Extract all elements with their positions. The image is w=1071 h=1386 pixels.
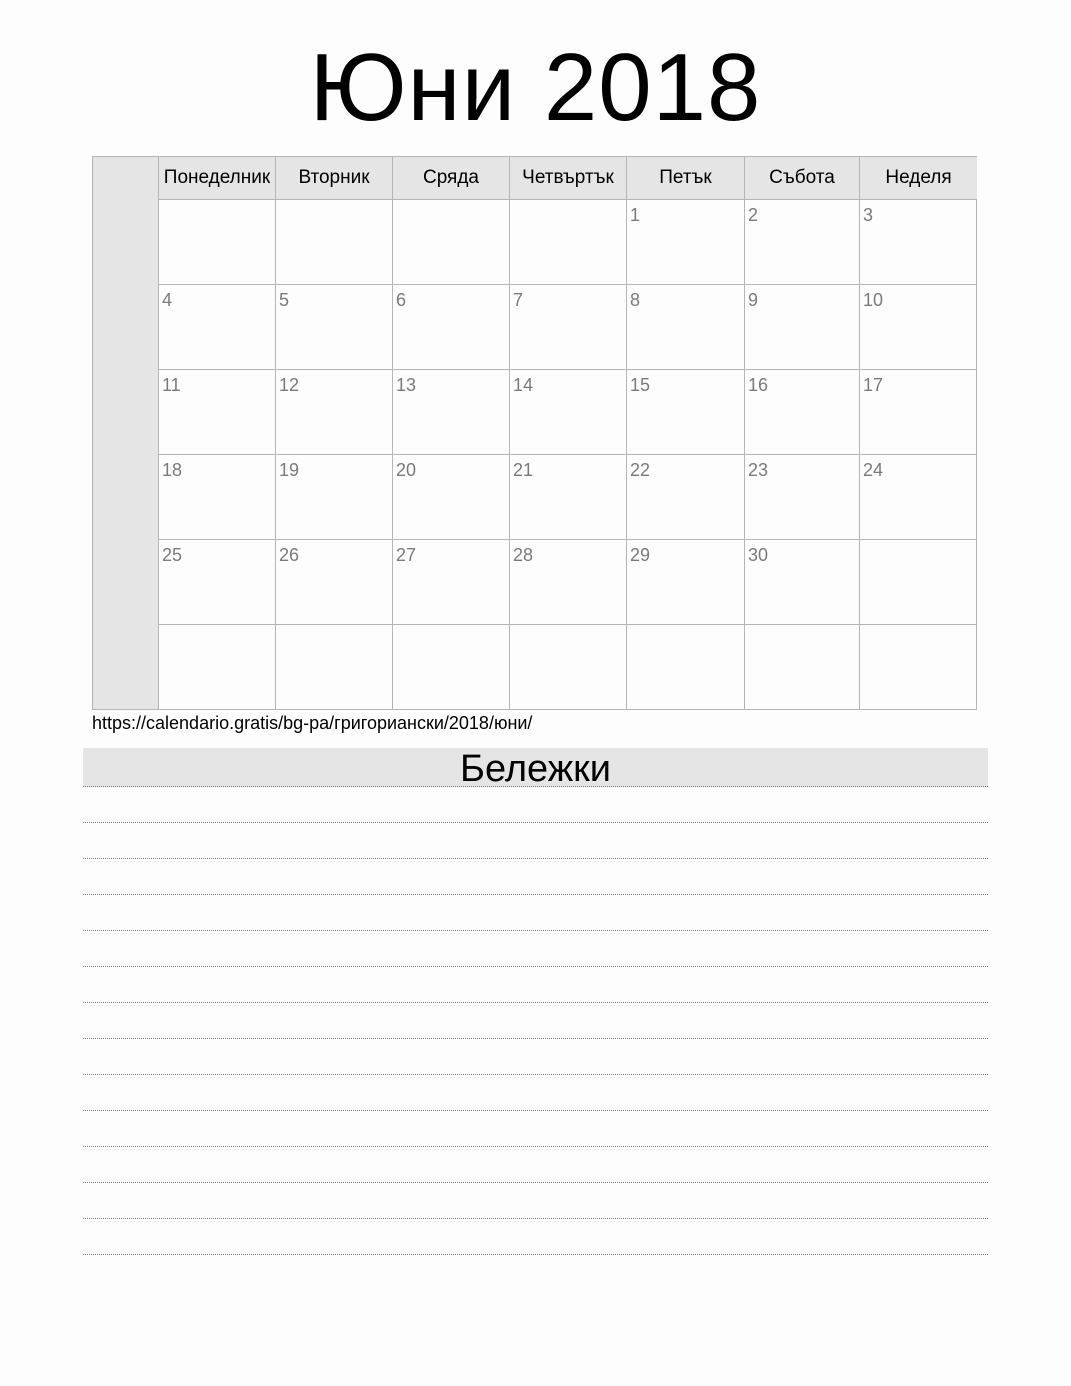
day-cell: 16 bbox=[745, 370, 860, 455]
day-cell bbox=[276, 625, 393, 710]
weekday-header: Сряда bbox=[393, 157, 510, 200]
day-cell: 4 bbox=[159, 285, 276, 370]
note-line bbox=[83, 1003, 988, 1039]
day-cell: 22 bbox=[627, 455, 745, 540]
day-cell: 12 bbox=[276, 370, 393, 455]
note-line bbox=[83, 895, 988, 931]
weekday-header: Неделя bbox=[860, 157, 977, 200]
note-line bbox=[83, 1147, 988, 1183]
weekday-header: Четвъртък bbox=[510, 157, 627, 200]
note-line bbox=[83, 787, 988, 823]
day-cell: 21 bbox=[510, 455, 627, 540]
day-cell: 2 bbox=[745, 200, 860, 285]
day-cell: 30 bbox=[745, 540, 860, 625]
note-line bbox=[83, 823, 988, 859]
day-cell bbox=[510, 625, 627, 710]
day-cell: 18 bbox=[159, 455, 276, 540]
day-cell: 8 bbox=[627, 285, 745, 370]
day-cell bbox=[159, 200, 276, 285]
day-cell: 27 bbox=[393, 540, 510, 625]
weekday-header: Вторник bbox=[276, 157, 393, 200]
day-cell: 25 bbox=[159, 540, 276, 625]
day-cell bbox=[393, 200, 510, 285]
weekday-header: Петък bbox=[627, 157, 745, 200]
notes-section bbox=[83, 748, 988, 1255]
day-cell: 13 bbox=[393, 370, 510, 455]
weekday-header: Събота bbox=[745, 157, 860, 200]
day-cell bbox=[860, 540, 977, 625]
day-cell: 28 bbox=[510, 540, 627, 625]
note-line bbox=[83, 1111, 988, 1147]
calendar-grid bbox=[92, 156, 977, 710]
day-cell bbox=[860, 625, 977, 710]
day-cell: 23 bbox=[745, 455, 860, 540]
calendar-days-grid bbox=[159, 157, 977, 709]
day-cell: 14 bbox=[510, 370, 627, 455]
source-url: https://calendario.gratis/bg-pa/григориански/2018/юни/ bbox=[92, 713, 533, 733]
day-cell: 1 bbox=[627, 200, 745, 285]
note-line bbox=[83, 1075, 988, 1111]
week-number-column bbox=[93, 157, 159, 709]
notes-title: Бележки bbox=[83, 748, 988, 787]
note-line bbox=[83, 1183, 988, 1219]
page-title: Юни 2018 bbox=[309, 34, 762, 141]
day-cell: 7 bbox=[510, 285, 627, 370]
day-cell: 5 bbox=[276, 285, 393, 370]
day-cell: 20 bbox=[393, 455, 510, 540]
day-cell: 9 bbox=[745, 285, 860, 370]
day-cell: 11 bbox=[159, 370, 276, 455]
day-cell bbox=[745, 625, 860, 710]
note-line bbox=[83, 967, 988, 1003]
note-line bbox=[83, 1039, 988, 1075]
note-line bbox=[83, 1219, 988, 1255]
weekday-header: Понеделник bbox=[159, 157, 276, 200]
day-cell bbox=[627, 625, 745, 710]
day-cell: 24 bbox=[860, 455, 977, 540]
day-cell: 26 bbox=[276, 540, 393, 625]
day-cell bbox=[159, 625, 276, 710]
day-cell: 19 bbox=[276, 455, 393, 540]
day-cell: 15 bbox=[627, 370, 745, 455]
day-cell bbox=[393, 625, 510, 710]
note-line bbox=[83, 859, 988, 895]
day-cell: 29 bbox=[627, 540, 745, 625]
day-cell: 10 bbox=[860, 285, 977, 370]
note-line bbox=[83, 931, 988, 967]
day-cell: 3 bbox=[860, 200, 977, 285]
day-cell: 17 bbox=[860, 370, 977, 455]
day-cell bbox=[276, 200, 393, 285]
day-cell bbox=[510, 200, 627, 285]
day-cell: 6 bbox=[393, 285, 510, 370]
